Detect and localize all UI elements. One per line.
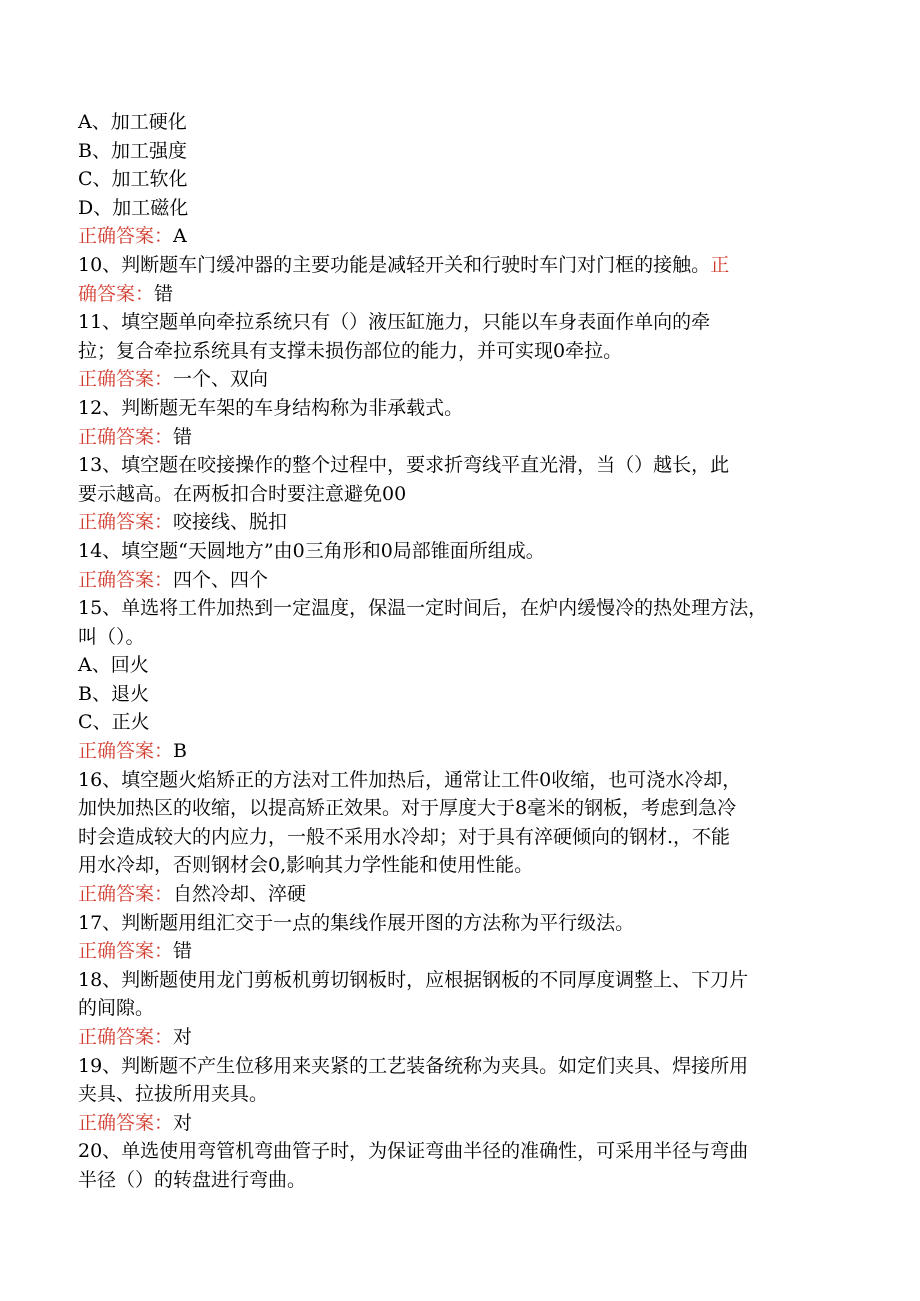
answer-line <box>78 880 838 909</box>
answer-value: 自然冷却、淬硬 <box>173 883 307 906</box>
answer-label: 正确答案： <box>78 511 174 534</box>
question-line <box>78 251 838 280</box>
option-line: C、正火 <box>78 711 150 734</box>
answer-value: 四个、四个 <box>173 568 269 591</box>
answer-label: 正确答案： <box>78 1026 174 1048</box>
question-line: 时会造成较大的内应力，一般不采用水冷却；对于具有淬硬倾向的钢材.，不能 <box>78 825 731 848</box>
question-line: 要示越高。在两板扣合时要注意避免00 <box>78 482 407 505</box>
question-line: 20、单选使用弯管机弯曲管子时，为保证弯曲半径的准确性，可采用半径与弯曲 <box>78 1140 749 1163</box>
answer-value: 咬接线、脱扣 <box>173 511 288 534</box>
question-line: 14、填空题“天圆地方”由0三角形和0局部锥面所组成。 <box>78 539 545 562</box>
question-text: 10、判断题车门缓冲器的主要功能是减轻开关和行驶时车门对门框的接触。 <box>78 253 711 276</box>
option-line: C、加工软化 <box>78 168 188 191</box>
answer-value: 错 <box>173 425 193 448</box>
answer-line <box>78 423 838 452</box>
answer-line <box>78 1023 838 1052</box>
question-line: 拉；复合牵拉系统具有支撑未损伤部位的能力，并可实现0牵拉。 <box>78 339 623 362</box>
answer-label: 确答案： <box>78 282 155 305</box>
option-line: B、退火 <box>78 682 149 705</box>
question-line: 16、填空题火焰矫正的方法对工件加热后，通常让工件0收缩，也可浇水冷却， <box>78 768 742 791</box>
option-line: A、回火 <box>78 654 149 677</box>
question-line: 13、填空题在咬接操作的整个过程中，要求折弯线平直光滑，当（）越长，此 <box>78 454 730 477</box>
answer-line <box>78 1109 838 1138</box>
question-line: 12、判断题无车架的车身结构称为非承载式。 <box>78 396 464 419</box>
answer-line <box>78 508 838 537</box>
question-line: 用水冷却，否则钢材会0,影响其力学性能和使用性能。 <box>78 854 534 877</box>
answer-value: 错 <box>154 282 174 305</box>
answer-label-start: 正 <box>710 253 730 276</box>
answer-value: B <box>173 740 187 763</box>
answer-label: 正确答案： <box>78 740 174 763</box>
question-line: 叫（）。 <box>78 625 145 648</box>
question-line: 加快加热区的收缩，以提高矫正效果。对于厚度大于8毫米的钢板，考虑到急冷 <box>78 797 737 820</box>
answer-value: 错 <box>173 940 193 963</box>
question-line: 半径（）的转盘进行弯曲。 <box>78 1168 307 1191</box>
question-line: 的间隙。 <box>78 997 155 1020</box>
answer-label: 正确答案： <box>78 1111 174 1134</box>
question-line: 11、填空题单向牵拉系统只有（）液压缸施力，只能以车身表面作单向的牵 <box>78 311 711 334</box>
question-line: 18、判断题使用龙门剪板机剪切钢板时，应根据钢板的不同厚度调整上、下刀片 <box>78 968 749 991</box>
answer-label: 正确答案： <box>78 225 174 248</box>
document-page <box>78 108 838 1195</box>
answer-value: A <box>173 225 187 248</box>
option-line: A、加工硬化 <box>78 111 187 133</box>
answer-line <box>78 280 838 309</box>
answer-label: 正确答案： <box>78 883 174 906</box>
answer-value: 一个、双向 <box>173 368 269 391</box>
question-line: 19、判断题不产生位移用来夹紧的工艺装备统称为夹具。如定们夹具、焊接所用 <box>78 1054 749 1077</box>
answer-line <box>78 566 838 595</box>
answer-value: 对 <box>173 1026 193 1048</box>
question-line: 17、判断题用组汇交于一点的集线作展开图的方法称为平行级法。 <box>78 911 635 934</box>
answer-line <box>78 365 838 394</box>
answer-label: 正确答案： <box>78 568 174 591</box>
answer-label: 正确答案： <box>78 425 174 448</box>
answer-line <box>78 737 838 766</box>
question-line: 15、单选将工件加热到一定温度，保温一定时间后，在炉内缓慢冷的热处理方法， <box>78 597 768 620</box>
answer-value: 对 <box>173 1111 193 1134</box>
option-line: D、加工磁化 <box>78 196 189 219</box>
answer-label: 正确答案： <box>78 368 174 391</box>
answer-line <box>78 222 838 251</box>
option-line: B、加工强度 <box>78 139 187 162</box>
answer-label: 正确答案： <box>78 940 174 963</box>
question-line: 夹具、拉拔所用夹具。 <box>78 1083 269 1106</box>
answer-line <box>78 937 838 966</box>
